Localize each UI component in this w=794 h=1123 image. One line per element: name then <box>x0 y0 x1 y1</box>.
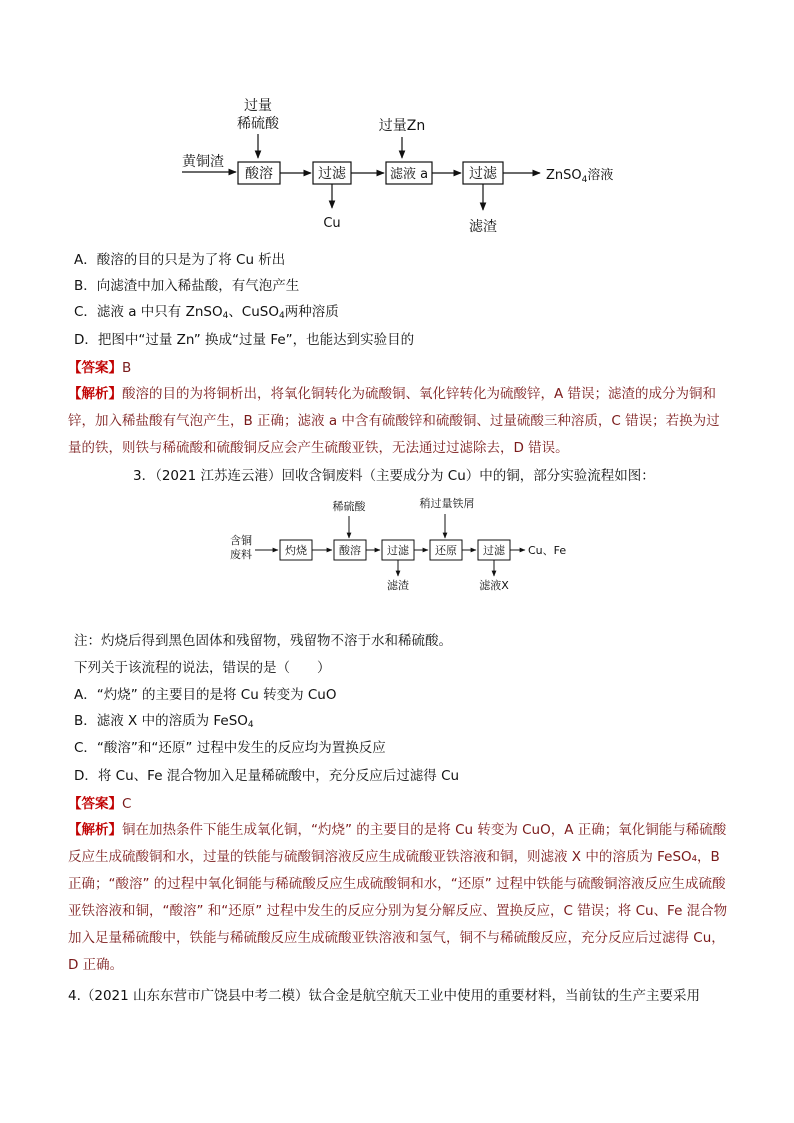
flow1-out2: Cu <box>323 216 341 231</box>
flow1-input-top1: 过量 <box>244 98 272 114</box>
flow1-input-zn: 过量Zn <box>378 118 426 134</box>
flow2-in-acid: 稀硫酸 <box>332 500 366 513</box>
flow1-box1: 酸溶 <box>245 166 273 182</box>
flowchart-2 <box>225 492 585 602</box>
flow2-box1: 灼烧 <box>285 544 307 557</box>
analysis-tag: 【解析】 <box>68 386 122 402</box>
answer-tag: 【答案】 <box>68 360 122 376</box>
q2-analysis: 【解析】酸溶的目的为将铜析出，将氧化铜转化为硫酸铜、氧化锌转化为硫酸锌，A 错误；滤渣的成分为铜和锌，加入稀盐酸有气泡产生，B 正确；滤液 a 中含有硫酸锌和硫酸铜、过量硫酸三种溶质，C 错误；若换为过量的铁，则铁与稀硫酸和硫酸铜反应会产生硫酸亚铁，无法通过过滤除去，D 错误。 <box>68 386 720 456</box>
q4-stem: 4.（2021 山东东营市广饶县中考二模）钛合金是航空航天工业中使用的重要材料，当前钛的生产主要采用 <box>68 988 701 1004</box>
flow1-input-top2: 稀硫酸 <box>237 116 279 132</box>
flow2-box5: 过滤 <box>483 544 505 557</box>
flow1-end: ZnSO$_4$溶液 <box>546 168 614 185</box>
flow2-end: Cu、Fe <box>528 544 567 557</box>
flow2-box3: 过滤 <box>387 544 409 557</box>
flow2-box4: 还原 <box>435 544 457 557</box>
flow1-box3: 滤液 a <box>389 167 429 182</box>
q3-analysis: 【解析】铜在加热条件下能生成氧化铜，“灼烧” 的主要目的是将 Cu 转变为 CuO，A 正确；氧化铜能与稀硫酸反应生成硫酸铜和水，过量的铁能与硫酸铜溶液反应生成硫酸亚铁溶液和铜，则滤液 X 中的溶质为 FeSO₄，B 正确；“酸溶” 的过程中氧化铜能与稀硫酸反应生成硫酸铜和水，“还原” 过程中铁能与硫酸铜溶液反应生成硫酸亚铁溶液和铜，“酸溶” 和“还原” 过程中发生的反应分别为复分解反应、置换反应，C 错误；将 Cu、Fe 混合物加入足量稀硫酸中，铁能与稀硫酸反应生成硫酸亚铁溶液和氢气，铜不与稀硫酸反应，充分反应后过滤得 Cu，D 正确。 <box>68 822 728 973</box>
flow2-out5: 滤液X <box>479 579 509 592</box>
flow1-start: 黄铜渣 <box>182 154 224 170</box>
flow1-box2: 过滤 <box>318 166 346 182</box>
flowchart-1 <box>170 92 640 242</box>
q2-answer: 【答案】B <box>68 360 132 376</box>
analysis-tag: 【解析】 <box>68 822 122 838</box>
q2-option-a: A．酸溶的目的只是为了将 Cu 析出 <box>74 252 286 268</box>
q3-option-a: A．“灼烧” 的主要目的是将 Cu 转变为 CuO <box>74 687 337 703</box>
flow2-start1: 含铜 <box>230 534 252 547</box>
answer-tag: 【答案】 <box>68 796 122 812</box>
q3-option-c: C．“酸溶”和“还原” 过程中发生的反应均为置换反应 <box>74 740 386 756</box>
flow2-in-fe: 稍过量铁屑 <box>419 497 475 510</box>
q2-option-d: D．把图中“过量 Zn” 换成“过量 Fe”，也能达到实验目的 <box>74 332 415 348</box>
q3-note: 注：灼烧后得到黑色固体和残留物，残留物不溶于水和稀硫酸。 <box>74 633 452 649</box>
flow2-box2: 酸溶 <box>339 544 361 557</box>
q3-question: 下列关于该流程的说法，错误的是（ ） <box>74 660 331 676</box>
flow1-out4: 滤渣 <box>469 219 497 235</box>
q3-stem: 3．（2021 江苏连云港）回收含铜废料（主要成分为 Cu）中的铜，部分实验流程如图： <box>133 468 655 484</box>
q3-option-b: B．滤液 X 中的溶质为 FeSO$_4$ <box>74 713 254 730</box>
q3-answer: 【答案】C <box>68 796 132 812</box>
flow2-start2: 废料 <box>230 548 252 561</box>
flow2-out3: 滤渣 <box>387 579 409 592</box>
flow1-box4: 过滤 <box>469 166 497 182</box>
q2-option-b: B．向滤渣中加入稀盐酸，有气泡产生 <box>74 278 300 294</box>
q2-option-c: C．滤液 a 中只有 ZnSO$_4$、CuSO$_4$两种溶质 <box>74 304 339 321</box>
q3-option-d: D．将 Cu、Fe 混合物加入足量稀硫酸中，充分反应后过滤得 Cu <box>74 768 460 784</box>
